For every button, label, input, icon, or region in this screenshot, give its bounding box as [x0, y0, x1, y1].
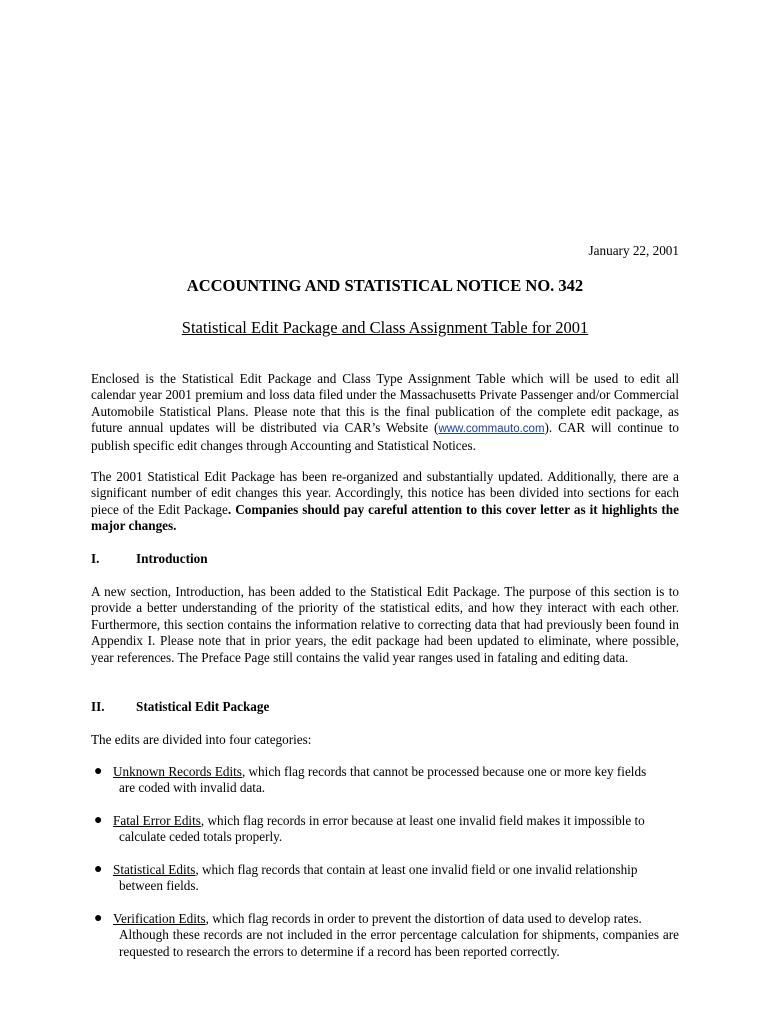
bullet-icon: ●	[94, 862, 103, 877]
bullet-icon: ●	[94, 764, 103, 779]
paragraph-reorganized-text: The 2001 Statistical Edit Package has been re-organized and substantially updated. Additionally, there are a significant number of edit changes this year. Accordingly, this notice has been divided into sections for each piece of the Edit Package	[91, 469, 679, 517]
bullet-icon: ●	[94, 813, 103, 828]
list-item-rest: are coded with invalid data.	[119, 780, 266, 796]
list-item-term: Fatal Error Edits	[113, 813, 201, 828]
bullet-icon: ●	[94, 911, 103, 926]
website-link[interactable]: www.commauto.com	[438, 423, 545, 436]
list-item-rest: between fields.	[119, 878, 199, 894]
list-item-term: Statistical Edits	[113, 862, 196, 877]
list-item-text	[113, 764, 679, 797]
section-title: Statistical Edit Package	[136, 699, 270, 714]
list-item-rest: calculate ceded totals properly.	[119, 829, 283, 845]
notice-title: ACCOUNTING AND STATISTICAL NOTICE NO. 342	[186, 276, 584, 295]
list-item-line: , which flag records in error because at least one invalid field makes it impossible to	[200, 813, 645, 828]
list-item-text	[113, 911, 679, 960]
list-item-line: , which flag records that contain at least one invalid field or one invalid relationship	[195, 862, 638, 877]
section-number: I.	[91, 551, 100, 566]
notice-subtitle: Statistical Edit Package and Class Assignment Table for 2001	[181, 318, 589, 337]
list-item-line: , which flag records that cannot be processed because one or more key fields	[241, 764, 647, 779]
paragraph-enclosed-text: Enclosed is the Statistical Edit Package and Class Type Assignment Table which will be used to edit all calendar year 2001 premium and loss data filed under the Massachusetts Private Passenger and/or Commercial Automobile Statistical Plans. Please note that this is the final publication of the complete edit package, as future annual updates will be distributed via CAR’s Website (	[91, 371, 679, 436]
list-item-text	[113, 862, 679, 895]
paragraph-reorganized	[91, 469, 679, 535]
section-number: II.	[91, 699, 105, 714]
paragraph-enclosed-text-end: ). CAR will continue to publish specific edit changes through Accounting and Statistical Notices.	[91, 420, 679, 453]
list-item	[91, 813, 679, 846]
list-item-text	[113, 813, 679, 846]
list-item	[91, 764, 679, 797]
list-item-term: Unknown Records Edits	[113, 764, 242, 779]
section-heading-edit-package	[91, 699, 679, 715]
paragraph-introduction: A new section, Introduction, has been added to the Statistical Edit Package. The purpose of this section is to provide a better understanding of the priority of the statistical edits, and how they interact with each other. Furthermore, this section contains the information relative to correcting data that had previously been found in Appendix I. Please note that in prior years, the edit package had been updated to eliminate, where possible, year references. The Preface Page still contains the valid year ranges used in fataling and editing data.	[91, 584, 679, 665]
list-item-line: , which flag records in order to prevent the distortion of data used to develop rates.	[205, 911, 642, 926]
notice-date: January 22, 2001	[588, 243, 679, 258]
paragraph-reorganized-bold: . Companies should pay careful attention to this cover letter as it highlights the major changes.	[91, 501, 679, 534]
list-item	[91, 911, 679, 960]
paragraph-enclosed	[91, 371, 679, 454]
list-item	[91, 862, 679, 895]
list-item-rest: Although these records are not included in the error percentage calculation for shipments, companies are requested to research the errors to determine if a record has been reported correctly.	[119, 927, 679, 959]
list-item-term: Verification Edits	[113, 911, 206, 926]
section-title: Introduction	[136, 551, 208, 566]
edits-intro: The edits are divided into four categories:	[91, 732, 312, 747]
section-heading-introduction	[91, 551, 679, 567]
